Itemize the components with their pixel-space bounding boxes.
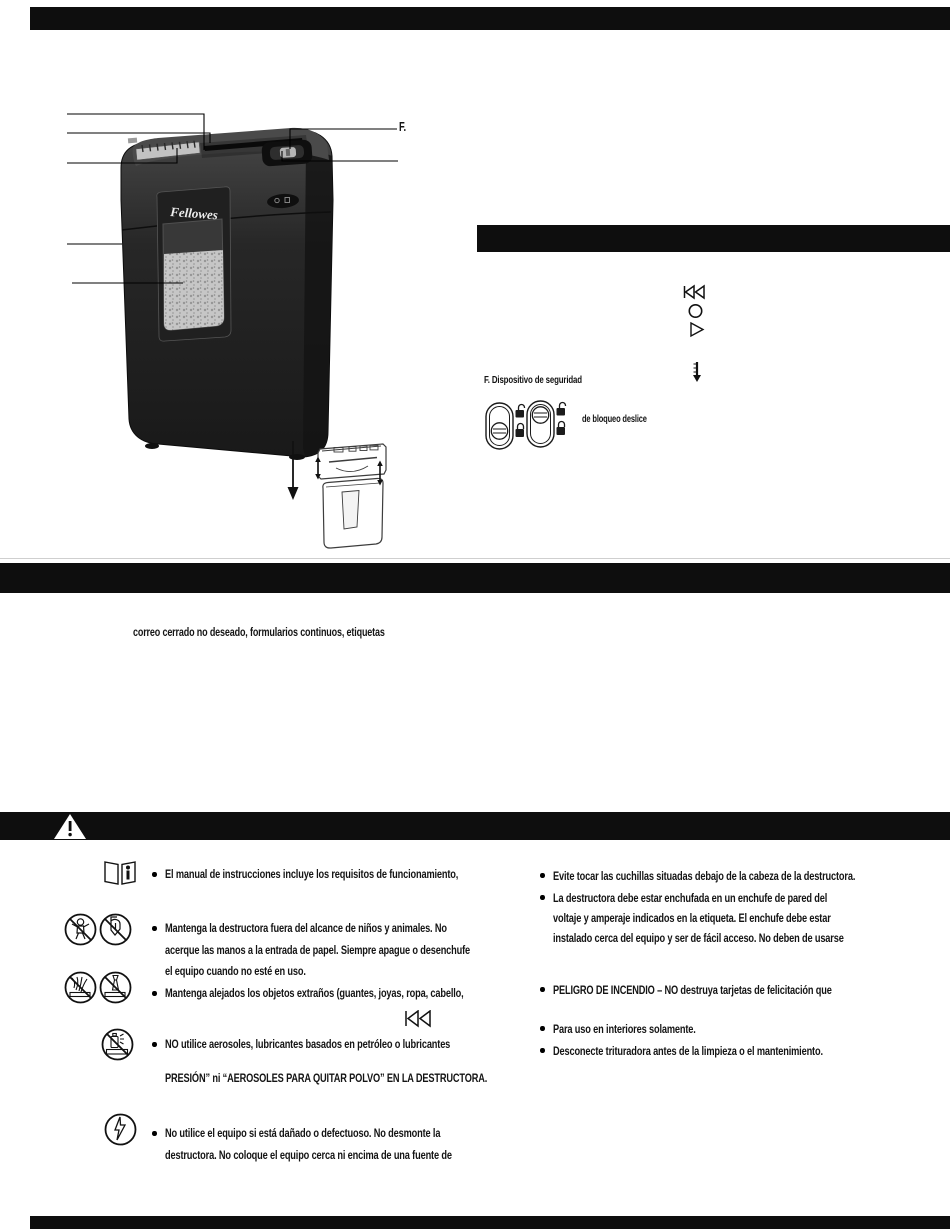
warning-item <box>165 864 556 886</box>
warning-line: Desconecte trituradora antes de la limpieza o el mantenimiento. <box>553 1044 823 1058</box>
bullet-dot <box>152 1131 157 1136</box>
bottom-footer-bar <box>30 1216 950 1229</box>
warning-item <box>553 866 950 886</box>
locked-icon <box>516 424 525 438</box>
safety-device-caption: F. Dispositivo de seguridad <box>484 374 582 386</box>
no-children-icon <box>64 913 97 946</box>
bullet-dot <box>540 895 545 900</box>
warning-item <box>165 1068 595 1090</box>
shredder-head-lineart <box>318 444 386 479</box>
warning-line: Mantenga la destructora fuera del alcance de niños y animales. No <box>165 921 447 935</box>
safety-lock-switch <box>261 139 313 166</box>
unlocked-icon <box>557 403 566 416</box>
warning-header-bar <box>0 812 950 840</box>
wastebasket-lineart <box>323 478 383 548</box>
paper-feed-icon <box>693 362 701 382</box>
no-aerosol-icon <box>101 1028 134 1061</box>
warning-line: acerque las manos a la entrada de papel. Siempre apague o desenchufe <box>165 942 471 957</box>
slide-lock-label: de bloqueo deslice <box>582 414 647 425</box>
warning-line: Mantenga alejados los objetos extraños (guantes, joyas, ropa, cabello, <box>165 986 464 1000</box>
warning-item <box>553 1041 913 1061</box>
warning-line: instalado cerca del equipo y ser de fácil acceso. No deben de usarse <box>553 931 844 945</box>
shredded-paper <box>164 250 224 330</box>
warning-line: voltaje y amperaje indicados en la etiqueta. El enchufe debe estar <box>553 911 831 925</box>
warning-item <box>165 1034 545 1056</box>
warning-item <box>553 1019 743 1039</box>
warning-line: No utilice el equipo si está dañado o defectuoso. No desmonte la <box>165 1126 441 1140</box>
stop-circle-icon <box>689 305 701 317</box>
slide-lock-diagram <box>486 401 566 449</box>
unlocked-icon <box>516 405 525 418</box>
electrical-hazard-icon <box>104 1113 137 1146</box>
rewind-icon <box>404 1010 434 1028</box>
warning-line: PELIGRO DE INCENDIO – NO destruya tarjetas de felicitación que <box>553 983 832 997</box>
no-hair-icon <box>64 971 97 1004</box>
bullet-dot <box>152 872 157 877</box>
bullet-dot <box>540 987 545 992</box>
warning-item <box>165 918 572 983</box>
bullet-dot <box>152 926 157 931</box>
slide-switch-locked <box>527 401 566 447</box>
warning-item <box>553 888 941 948</box>
locked-icon <box>557 422 566 436</box>
bullet-dot <box>152 1042 157 1047</box>
warning-triangle-icon <box>53 813 87 840</box>
control-panel-symbols <box>685 286 705 382</box>
warning-line: Evite tocar las cuchillas situadas debajo de la cabeza de la destructora. <box>553 869 856 883</box>
warning-line: NO utilice aerosoles, lubricantes basados en petróleo o lubricantes <box>165 1037 451 1051</box>
warning-item <box>553 980 925 1000</box>
warning-line: el equipo cuando no esté en uso. <box>165 964 306 978</box>
play-triangle-icon <box>691 323 703 336</box>
warning-line: El manual de instrucciones incluye los requisitos de funcionamiento, <box>165 867 459 881</box>
rewind-icon <box>685 286 705 298</box>
figure-label-f: F. <box>399 120 406 134</box>
no-loose-objects-icon <box>99 971 132 1004</box>
bullet-dot <box>540 873 545 878</box>
warning-item <box>165 983 563 1005</box>
warning-line: PRESIÓN” ni “AEROSOLES PARA QUITAR POLVO” EN LA DESTRUCTORA. <box>165 1071 488 1085</box>
warning-line: La destructora debe estar enchufada en un enchufe de pared del <box>553 891 828 905</box>
bullet-dot <box>540 1026 545 1031</box>
capacity-note: correo cerrado no deseado, formularios continuos, etiquetas <box>133 625 385 639</box>
bullet-dot <box>540 1048 545 1053</box>
warning-item <box>165 1123 547 1166</box>
slide-switch-unlocked <box>486 403 525 449</box>
warning-line: destructora. No coloque el equipo cerca ni encima de una fuente de <box>165 1147 452 1162</box>
brand-logo: Fellowes <box>169 204 219 223</box>
bullet-dot <box>152 991 157 996</box>
front-panel <box>157 187 231 341</box>
instruction-manual-icon <box>102 858 138 888</box>
no-touch-icon <box>99 913 132 946</box>
warning-line: Para uso en interiores solamente. <box>553 1022 696 1036</box>
